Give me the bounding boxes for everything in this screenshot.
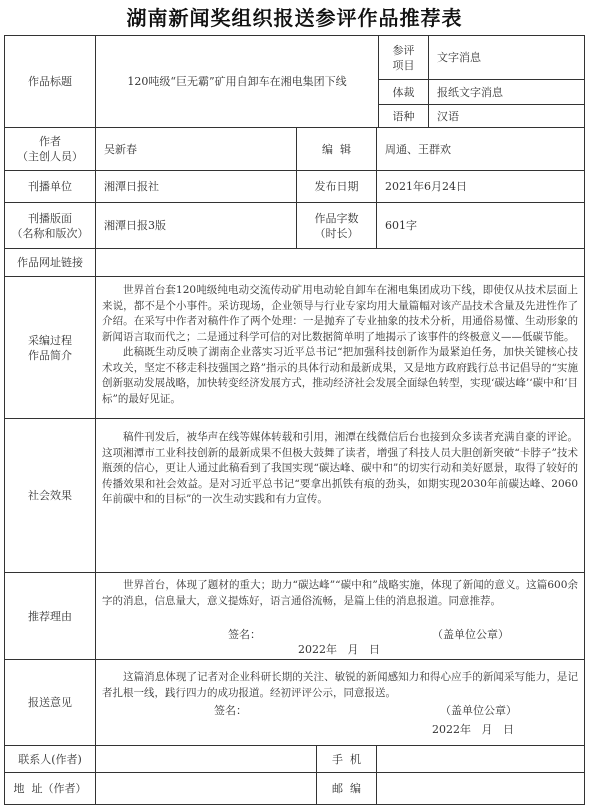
effect-paragraph: 稿件刊发后，被华声在线等媒体转载和引用，湘潭在线微信后台也接到众多读者充满自豪的评论。这项湘潭市工业科技创新的最新成果不但极大鼓舞了读者，增强了科技人员大胆创新突破“卡脖子”技术瓶颈的信心，更让人通过此稿看到了我国实现“碳达峰、碳中和”的切实行动和美好愿景，取得了较好的传播效果和社会效益。是对习近平总书记“要拿出抓铁有痕的劲头，如期实现2030年前碳达峰、2060年前碳中和的目标”的一次生动实践和有力宣传。 xyxy=(102,431,578,505)
value-author: 吴新春 xyxy=(104,142,137,156)
label-work-title: 作品标题 xyxy=(28,75,72,88)
value-editor: 周通、王群欢 xyxy=(385,142,451,156)
opinion-paragraph: 这篇消息体现了记者对企业科研长期的关注、敏锐的新闻感知力和得心应手的新闻采写能力，是记者扎根一线，践行四力的成功报道。经初评评公示，同意报送。 xyxy=(102,671,578,699)
value-phone xyxy=(377,746,584,772)
value-publisher: 湘潭日报社 xyxy=(104,180,159,193)
label-contact: 联系人(作者) xyxy=(18,752,82,766)
label-address: 地 址（作者） xyxy=(13,782,87,795)
label-author: 作者 （主创人员） xyxy=(17,135,83,163)
opinion-seal: （盖单位公章） xyxy=(440,704,517,717)
reason-seal: （盖单位公章） xyxy=(432,628,509,641)
effect-text xyxy=(102,430,578,508)
label-reason: 推荐理由 xyxy=(28,609,72,623)
label-opinion: 报送意见 xyxy=(28,696,72,709)
grid-line xyxy=(4,804,584,805)
value-url xyxy=(96,249,584,276)
label-publisher: 刊播单位 xyxy=(28,180,72,193)
label-page: 刊播版面 （名称和版次） xyxy=(11,211,89,240)
opinion-signature: 签名： xyxy=(214,704,247,717)
value-genre: 报纸文字消息 xyxy=(437,85,503,99)
label-url: 作品网址链接 xyxy=(17,256,83,269)
value-postcode xyxy=(377,773,584,804)
value-entry-item: 文字消息 xyxy=(437,51,481,64)
label-postcode: 邮 编 xyxy=(332,782,361,795)
value-word-count: 601字 xyxy=(385,219,417,232)
label-word-count: 作品字数 （时长） xyxy=(314,211,359,240)
reason-text xyxy=(102,578,578,609)
label-effect: 社会效果 xyxy=(28,489,72,502)
label-genre: 体裁 xyxy=(392,85,415,99)
label-entry-item: 参评 项目 xyxy=(392,43,415,72)
process-paragraph: 此稿既生动反映了湖南企业落实习近平总书记“把加强科技创新作为最紧迫任务，加快关键核心技术攻关，坚定不移走科技强国之路”指示的具体行动和最新成果，又是地方政府践行总书记倡导的“实施创新驱动发展战略，加快转变经济发展方式，推动经济社会发展全面绿色转型，实现‘碳达峰’‘碳中和’目标”的最好见证。 xyxy=(102,346,578,405)
reason-paragraph: 世界首台，体现了题材的重大；助力“碳达峰”“碳中和”战略实施，体现了新闻的意义。这篇600余字的消息，信息量大，意义提炼好，语言通俗流畅，是篇上佳的消息报道。同意推荐。 xyxy=(102,579,578,607)
value-publish-date: 2021年6月24日 xyxy=(385,180,467,193)
reason-date: 2022年 月 日 xyxy=(298,643,380,656)
value-page: 湘潭日报3版 xyxy=(104,219,166,232)
label-phone: 手 机 xyxy=(332,752,361,766)
grid-line xyxy=(584,35,585,805)
value-contact xyxy=(96,746,316,772)
reason-signature: 签名： xyxy=(228,628,261,641)
label-language: 语种 xyxy=(392,109,415,123)
opinion-text xyxy=(102,670,578,701)
label-editor: 编 辑 xyxy=(322,142,351,156)
value-work-title: 120吨级“巨无霸”矿用自卸车在湘电集团下线 xyxy=(127,75,347,88)
process-paragraph: 世界首台套120吨级纯电动交流传动矿用电动轮自卸车在湘电集团成功下线，即使仅从技术层面上来说，都不是个小事件。采访现场，企业领导与行业专家均用大量篇幅对该产品技术含量及先进性作了介绍。在采写中作者对稿件作了两个处理：一是抛弃了专业抽象的技术分析，用通俗易懂、生动形象的新闻语言取而代之；二是通过科学可信的对比数据简单明了地揭示了该事件的终极意义——低碳节能。 xyxy=(102,284,578,343)
opinion-date: 2022年 月 日 xyxy=(432,723,514,736)
value-language: 汉语 xyxy=(437,109,459,123)
form-title: 湖南新闻奖组织报送参评作品推荐表 xyxy=(126,6,463,30)
label-process: 采编过程 作品简介 xyxy=(28,333,72,362)
process-text xyxy=(102,283,578,407)
value-address xyxy=(96,773,316,804)
label-publish-date: 发布日期 xyxy=(314,180,359,193)
